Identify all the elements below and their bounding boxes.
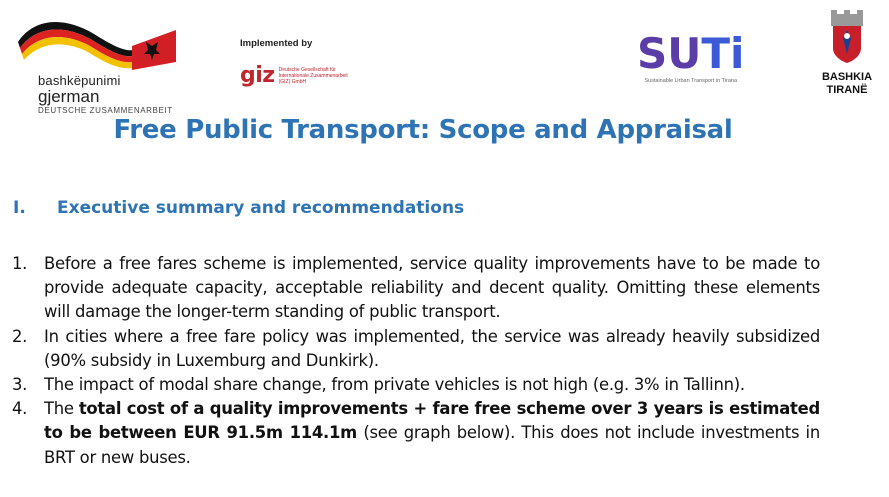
german-cooperation-logo	[14, 12, 184, 115]
item-text: In cities where a free fare policy was implemented, the service was already heavily subsidized (90% subsidy in Luxemburg and Dunkirk).	[44, 326, 820, 370]
list-item	[12, 252, 820, 325]
item-text-bold: total cost of a quality improvements + fare free scheme over 3 years is estimated to be between EUR 91.5m 114.1m	[44, 399, 820, 443]
tirana-logo	[812, 8, 882, 97]
giz-wordmark: giz	[240, 63, 275, 88]
tirana-line1: BASHKIA	[821, 71, 873, 83]
flag-ribbon-icon	[14, 12, 184, 72]
suti-logo	[637, 29, 745, 84]
suti-wordmark-part2: Ti	[701, 29, 745, 78]
tirana-line2: TIRANË	[826, 84, 868, 96]
partner-line1: bashkëpunimi	[38, 73, 121, 88]
list-item	[12, 373, 820, 397]
giz-logo	[240, 38, 359, 88]
giz-fullname: Deutsche Gesellschaft für Internationale Zusammenarbeit (GIZ) GmbH	[278, 66, 348, 85]
item-text-prefix: The	[44, 399, 79, 419]
list-item	[12, 325, 820, 373]
section-heading	[13, 198, 464, 218]
item-text-suffix: (see graph below). This does not include investments in BRT or new buses.	[44, 423, 820, 467]
header	[0, 0, 889, 115]
suti-wordmark-part1: SU	[637, 29, 702, 78]
item-number: 4.	[12, 399, 28, 419]
item-text: Before a free fares scheme is implemented, service quality improvements have to be made to provide adequate capacity, acceptable reliability and decent quality. Omitting these elements will damage the longer-term standing of public transport.	[44, 254, 820, 322]
tirana-crest-icon	[827, 8, 867, 64]
item-number: 2.	[12, 326, 28, 346]
partner-line3: DEUTSCHE ZUSAMMENARBEIT	[38, 106, 173, 115]
implemented-by-label: Implemented by	[240, 38, 313, 49]
item-text: The impact of modal share change, from private vehicles is not high (e.g. 3% in Tallinn).	[44, 375, 745, 395]
item-number: 3.	[12, 375, 28, 395]
section-number: I.	[13, 198, 26, 218]
item-number: 1.	[12, 254, 28, 273]
summary-list	[12, 252, 820, 470]
list-item	[12, 397, 820, 470]
section-title: Executive summary and recommendations	[57, 198, 465, 218]
suti-subtitle: Sustainable Urban Transport in Tirana	[644, 78, 738, 84]
item-text	[44, 397, 820, 470]
partner-line2: gjerman	[38, 87, 100, 106]
document-title: Free Public Transport: Scope and Appraisal	[113, 115, 733, 145]
